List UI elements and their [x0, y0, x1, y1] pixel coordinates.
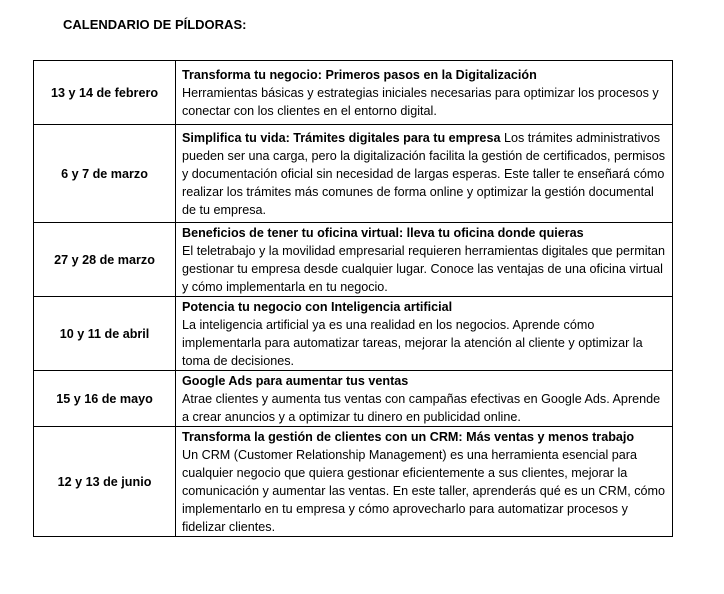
schedule-table	[33, 60, 673, 537]
session-date: 13 y 14 de febrero	[34, 61, 176, 125]
table-row	[34, 125, 673, 223]
table-row	[34, 371, 673, 427]
page-title: CALENDARIO DE PÍLDORAS:	[63, 17, 247, 32]
session-description: La inteligencia artificial ya es una realidad en los negocios. Aprende cómo implementarla para automatizar tareas, mejorar la atención al cliente y optimizar la toma de decisiones.	[182, 318, 643, 368]
session-title: Transforma la gestión de clientes con un CRM: Más ventas y menos trabajo	[182, 430, 635, 444]
session-date: 10 y 11 de abril	[34, 297, 176, 371]
session-description: El teletrabajo y la movilidad empresarial requieren herramientas digitales que permitan gestionar tu empresa desde cualquier lugar. Conoce las ventajas de una oficina virtual y cómo implementarla en tu negocio.	[182, 244, 666, 294]
table-row	[34, 297, 673, 371]
session-title: Potencia tu negocio con Inteligencia artificial	[182, 300, 453, 314]
session-date: 27 y 28 de marzo	[34, 223, 176, 297]
table-row	[34, 223, 673, 297]
session-details	[176, 371, 673, 427]
session-title: Transforma tu negocio: Primeros pasos en la Digitalización	[182, 68, 537, 82]
session-description: Un CRM (Customer Relationship Management) es una herramienta esencial para cualquier negocio que quiera gestionar eficientemente a sus clientes, mejorar la comunicación y aumentar las ventas. En este taller, aprenderás qué es un CRM, cómo implementarlo en tu empresa y cómo aprovecharlo para automatizar procesos y fidelizar clientes.	[182, 448, 666, 534]
session-description: Los trámites administrativos pueden ser una carga, pero la digitalización facilita la gestión de certificados, permisos y documentación oficial sin necesidad de largas esperas. Este taller te enseñará cómo realizar los trámites más comunes de forma online y optimizar la gestión documental de tu empresa.	[182, 131, 666, 217]
session-date: 15 y 16 de mayo	[34, 371, 176, 427]
session-details	[176, 297, 673, 371]
session-details	[176, 223, 673, 297]
session-title: Google Ads para aumentar tus ventas	[182, 374, 409, 388]
session-date: 12 y 13 de junio	[34, 427, 176, 537]
session-description: Herramientas básicas y estrategias iniciales necesarias para optimizar los procesos y conectar con los clientes en el entorno digital.	[182, 86, 659, 118]
session-date: 6 y 7 de marzo	[34, 125, 176, 223]
table-row	[34, 61, 673, 125]
session-title: Beneficios de tener tu oficina virtual: lleva tu oficina donde quieras	[182, 226, 584, 240]
session-details	[176, 61, 673, 125]
table-row	[34, 427, 673, 537]
session-details	[176, 427, 673, 537]
session-title: Simplifica tu vida: Trámites digitales para tu empresa	[182, 131, 501, 145]
session-description: Atrae clientes y aumenta tus ventas con campañas efectivas en Google Ads. Aprende a crear anuncios y a optimizar tu dinero en publicidad online.	[182, 392, 661, 424]
session-details	[176, 125, 673, 223]
